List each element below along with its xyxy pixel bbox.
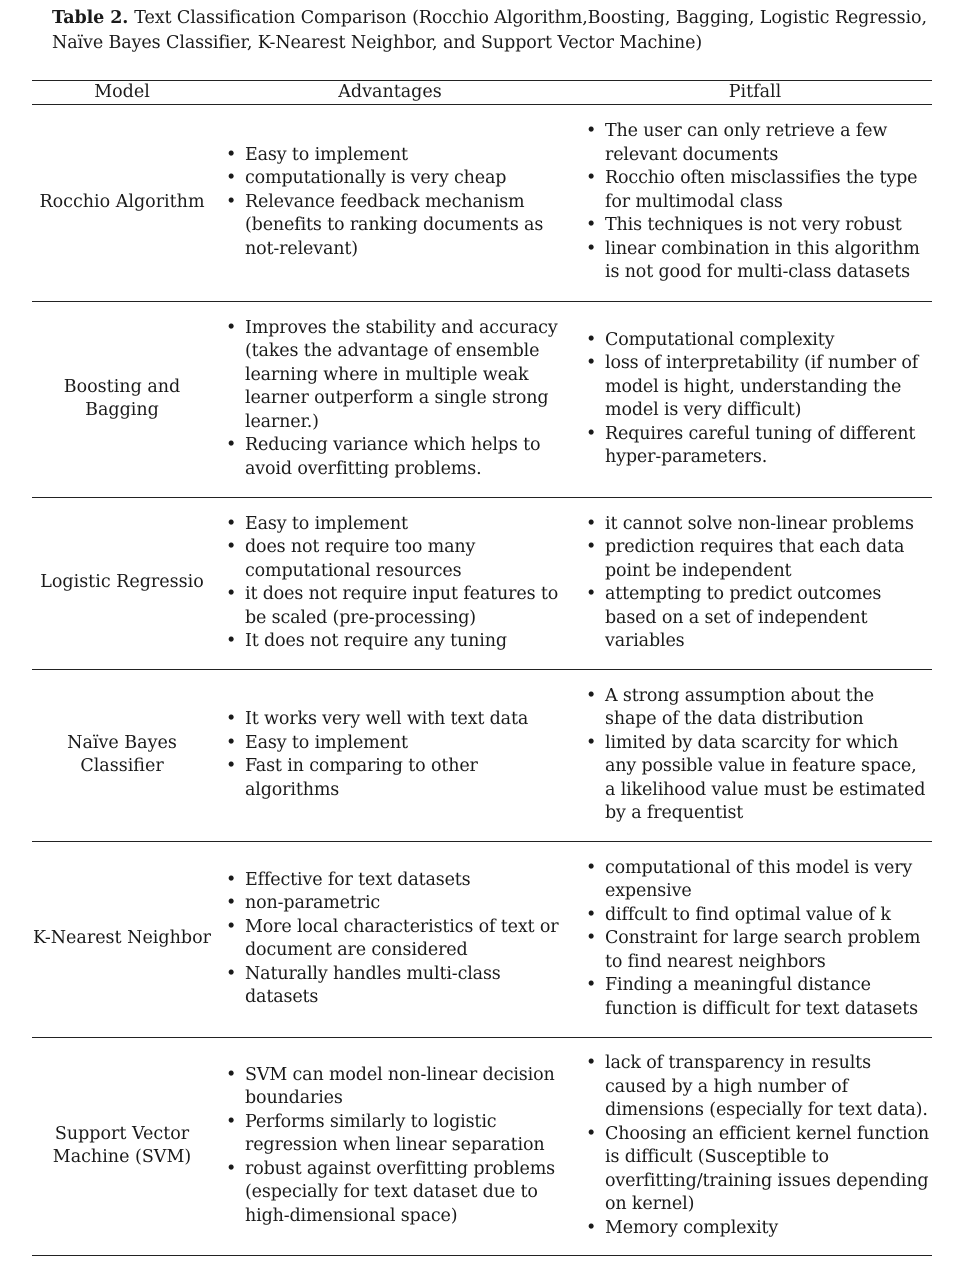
advantage-item: • does not require too many computational resources — [220, 536, 560, 583]
pitfalls-cell — [580, 302, 930, 496]
advantage-item: • robust against overfitting problems (especially for text dataset due to high-dimensional space) — [220, 1158, 560, 1229]
advantage-item: • Easy to implement — [220, 513, 560, 537]
advantage-item: • Fast in comparing to other algorithms — [220, 755, 560, 802]
advantages-cell — [220, 302, 560, 496]
bottom-rule — [32, 1255, 932, 1256]
pitfall-item: • it cannot solve non-linear problems — [580, 513, 930, 537]
pitfall-item: • A strong assumption about the shape of the data distribution — [580, 685, 930, 732]
table-row — [32, 302, 932, 496]
model-name: Naïve Bayes Classifier — [67, 732, 177, 776]
table-row — [32, 498, 932, 668]
advantage-item: • More local characteristics of text or document are considered — [220, 916, 560, 963]
pitfall-item: • Rocchio often misclassifies the type for multimodal class — [580, 167, 930, 214]
pitfalls-cell — [580, 670, 930, 840]
pitfall-item: • lack of transparency in results caused by a high number of dimensions (especially for text data). — [580, 1052, 930, 1123]
advantage-item: • It does not require any tuning — [220, 630, 560, 654]
advantage-item: • non-parametric — [220, 892, 560, 916]
pitfall-item: • loss of interpretability (if number of model is hight, understanding the model is very difficult) — [580, 352, 930, 423]
model-name: Boosting and Bagging — [63, 376, 181, 420]
advantages-cell — [220, 1038, 560, 1254]
advantage-item: • Performs similarly to logistic regression when linear separation — [220, 1111, 560, 1158]
pitfall-item: • Memory complexity — [580, 1217, 930, 1241]
pitfall-item: • Finding a meaningful distance function is difficult for text datasets — [580, 974, 930, 1021]
model-name: K-Nearest Neighbor — [33, 928, 211, 949]
pitfall-item: • diffcult to find optimal value of k — [580, 904, 930, 928]
pitfalls-cell — [580, 105, 930, 300]
model-name: Rocchio Algorithm — [39, 191, 205, 212]
header-model: Model — [94, 82, 150, 102]
advantages-cell — [220, 498, 560, 668]
model-name: Support Vector Machine (SVM) — [52, 1123, 192, 1167]
table-title: Text Classification Comparison (Rocchio Algorithm,Boosting, Bagging, Logistic Regressio, Naïve Bayes Classifier, K-Nearest Neighbor, and Support Vector Machine) — [52, 8, 927, 53]
table-caption — [52, 6, 932, 56]
pitfall-item: • computational of this model is very expensive — [580, 857, 930, 904]
advantage-item: • Improves the stability and accuracy (takes the advantage of ensemble learning where in multiple weak learner outperform a single strong learner.) — [220, 317, 560, 435]
advantage-item: • SVM can model non-linear decision boundaries — [220, 1064, 560, 1111]
advantages-cell — [220, 105, 560, 300]
advantage-item: • computationally is very cheap — [220, 167, 560, 191]
advantage-item: • it does not require input features to be scaled (pre-processing) — [220, 583, 560, 630]
model-name: Logistic Regressio — [40, 572, 204, 593]
pitfalls-cell — [580, 1038, 930, 1254]
header-pitfall: Pitfall — [728, 82, 782, 102]
pitfall-item: • linear combination in this algorithm is not good for multi-class datasets — [580, 238, 930, 285]
pitfall-item: • Constraint for large search problem to find nearest neighbors — [580, 927, 930, 974]
advantage-item: • Naturally handles multi-class datasets — [220, 963, 560, 1010]
table-row — [32, 670, 932, 840]
advantage-item: • It works very well with text data — [220, 708, 560, 732]
pitfalls-cell — [580, 498, 930, 668]
pitfall-item: • attempting to predict outcomes based on a set of independent variables — [580, 583, 930, 654]
pitfall-item: • Choosing an efficient kernel function is difficult (Susceptible to overfitting/training issues depending on kernel) — [580, 1123, 930, 1217]
advantage-item: • Easy to implement — [220, 732, 560, 756]
table-label: Table 2. — [52, 8, 129, 28]
pitfall-item: • This techniques is not very robust — [580, 214, 930, 238]
advantage-item: • Reducing variance which helps to avoid overfitting problems. — [220, 434, 560, 481]
advantages-cell — [220, 670, 560, 840]
pitfalls-cell — [580, 842, 930, 1036]
table-row — [32, 105, 932, 300]
pitfall-item: • The user can only retrieve a few relevant documents — [580, 120, 930, 167]
advantage-item: • Relevance feedback mechanism (benefits to ranking documents as not-relevant) — [220, 191, 560, 262]
table-row — [32, 842, 932, 1036]
pitfall-item: • Requires careful tuning of different hyper-parameters. — [580, 423, 930, 470]
advantage-item: • Effective for text datasets — [220, 869, 560, 893]
pitfall-item: • prediction requires that each data point be independent — [580, 536, 930, 583]
advantage-item: • Easy to implement — [220, 144, 560, 168]
pitfall-item: • limited by data scarcity for which any possible value in feature space, a likelihood value must be estimated by a frequentist — [580, 732, 930, 826]
pitfall-item: • Computational complexity — [580, 329, 930, 353]
advantages-cell — [220, 842, 560, 1036]
table-row — [32, 1038, 932, 1254]
header-advantages: Advantages — [338, 82, 442, 102]
